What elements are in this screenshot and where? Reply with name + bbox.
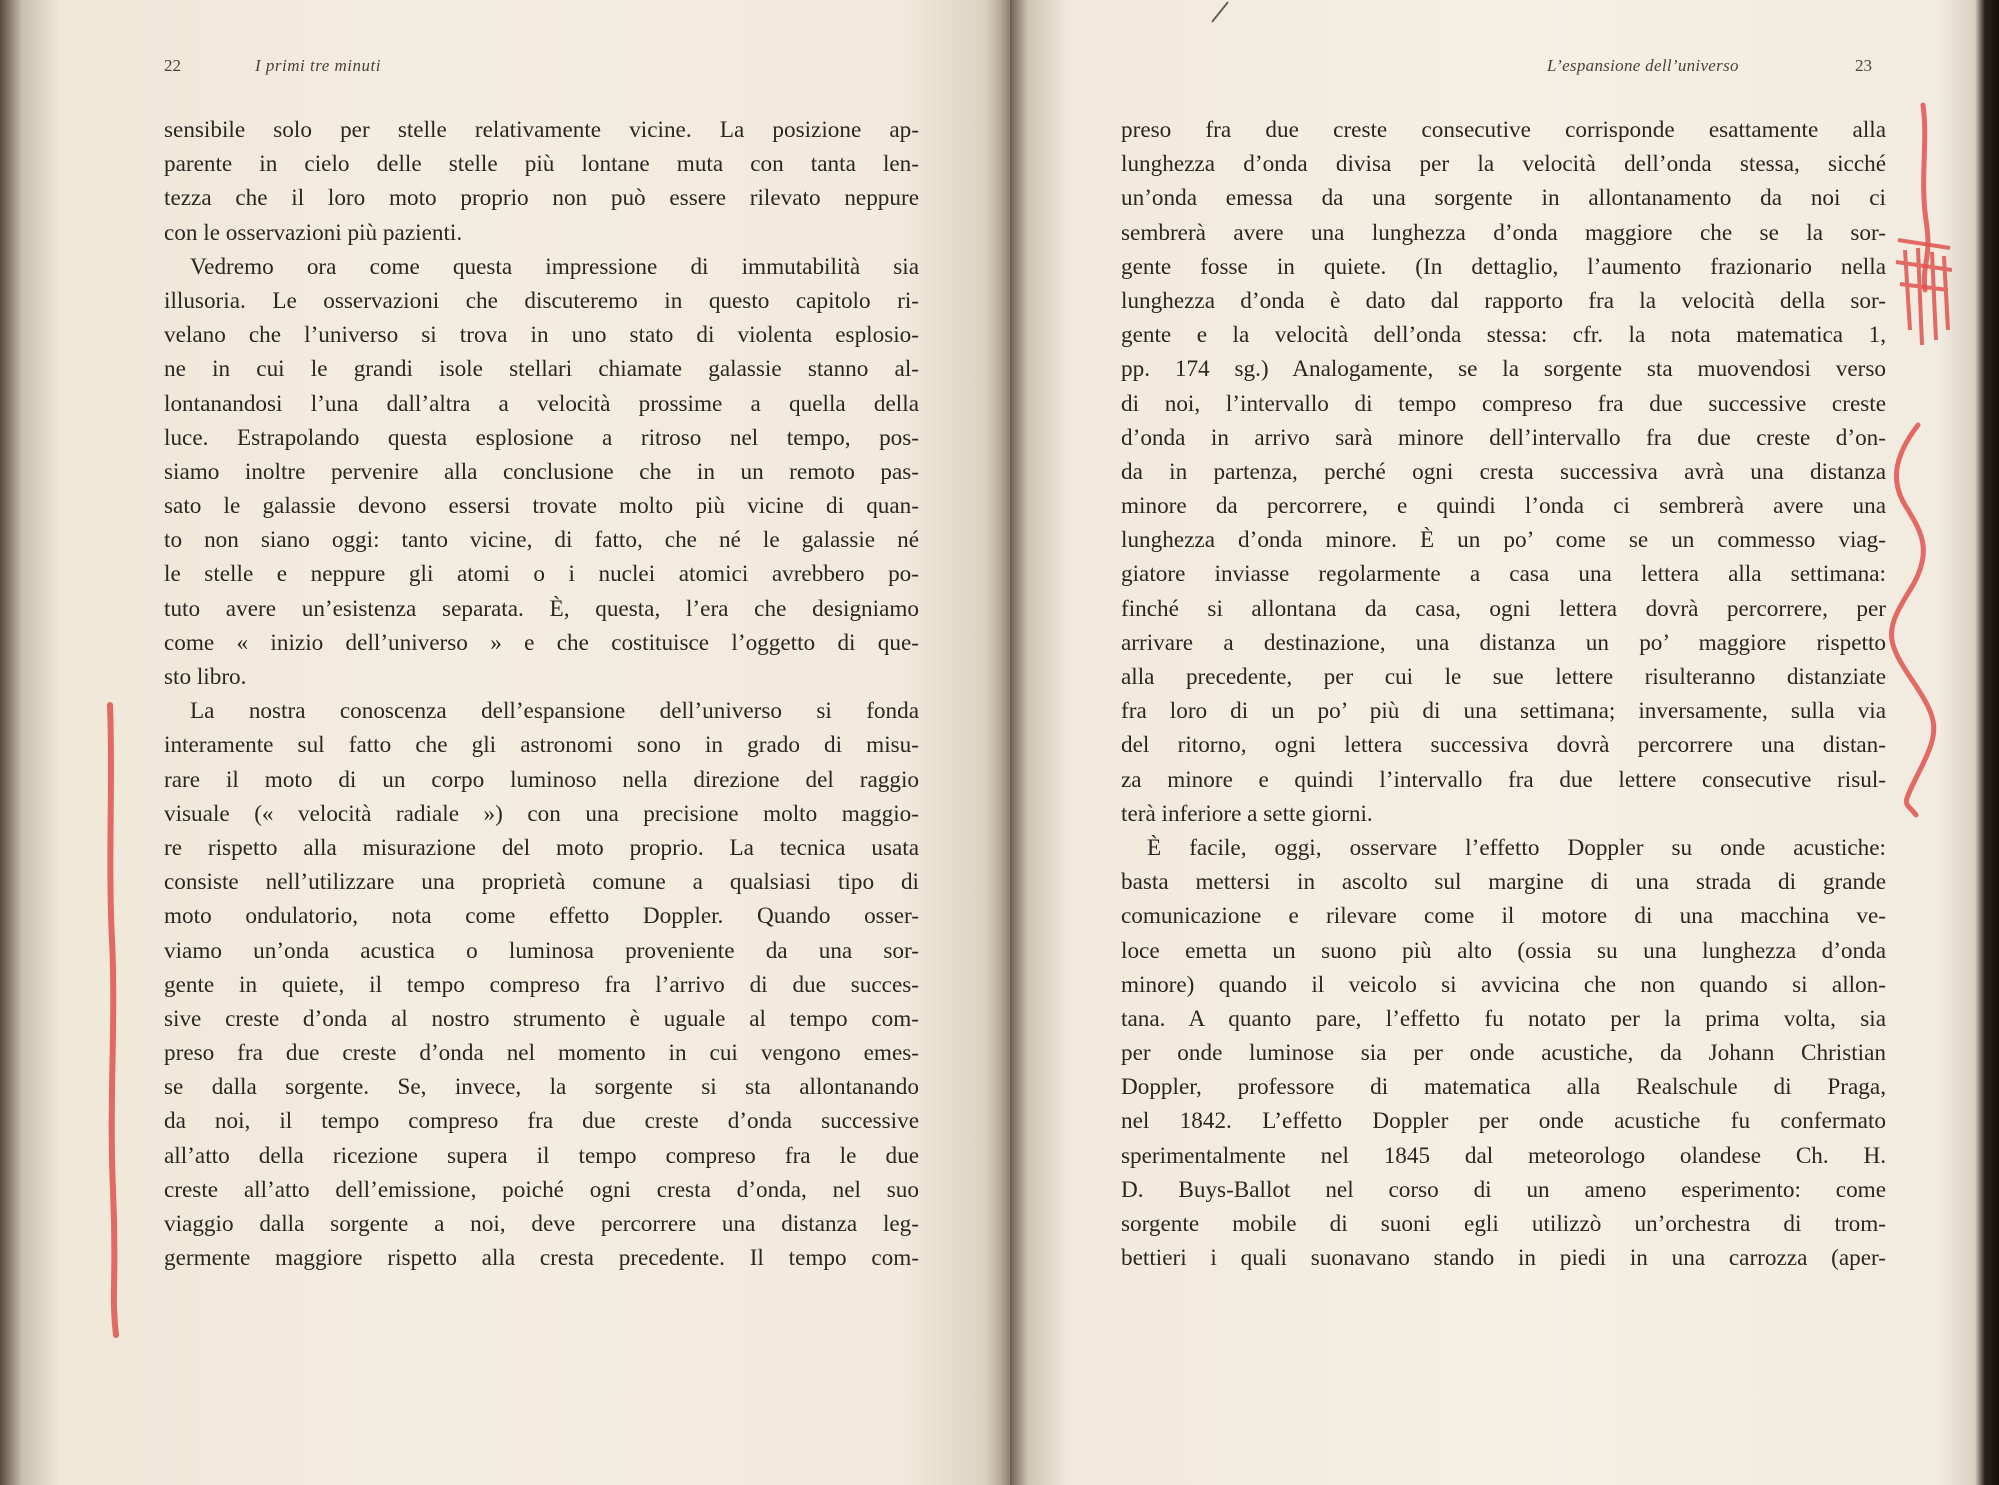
text-line: siamo inoltre pervenire alla conclusione che in un remoto pas-	[164, 458, 919, 485]
text-line: lunghezza d’onda è dato dal rapporto fra la velocità della sor-	[1121, 287, 1886, 314]
text-line: sive creste d’onda al nostro strumento è uguale al tempo com-	[164, 1005, 919, 1032]
text-line: sto libro.	[164, 664, 247, 690]
text-line: come « inizio dell’universo » e che costituisce l’oggetto di que-	[164, 629, 919, 656]
text-line: minore) quando il veicolo si avvicina che non quando si allon-	[1121, 971, 1886, 998]
text-line: consiste nell’utilizzare una proprietà comune a qualsiasi tipo di	[164, 869, 919, 896]
text-line: con le osservazioni più pazienti.	[164, 219, 463, 246]
page-number: 23	[1855, 56, 1872, 75]
text-line: sensibile solo per stelle relativamente vicine. La posizione ap-	[164, 117, 919, 143]
text-line: za minore e quindi l’intervallo fra due lettere consecutive risul-	[1121, 766, 1886, 793]
text-line: È facile, oggi, osservare l’effetto Doppler su onde acustiche:	[1147, 834, 1886, 861]
text-line: preso fra due creste d’onda nel momento in cui vengono emes-	[164, 1040, 919, 1067]
text-line: lunghezza d’onda minore. È un po’ come se un commesso viag-	[1121, 527, 1886, 554]
text-line: bettieri i quali suonavano stando in piedi in una carrozza (aper-	[1121, 1245, 1886, 1272]
text-line: minore da percorrere, e quindi l’onda ci sembrerà avere una	[1121, 493, 1886, 520]
text-line: finché si allontana da casa, ogni lettera dovrà percorrere, per	[1121, 595, 1886, 622]
text-line: re rispetto alla misurazione del moto proprio. La tecnica usata	[164, 834, 919, 861]
text-line: sorgente mobile di suoni egli utilizzò un’orchestra di trom-	[1121, 1211, 1886, 1237]
text-line: tezza che il loro moto proprio non può essere rilevato neppure	[164, 185, 919, 212]
text-line: da in partenza, perché ogni cresta successiva avrà una distanza	[1121, 458, 1886, 485]
text-line: ne in cui le grandi isole stellari chiamate galassie stanno al-	[164, 356, 919, 383]
text-line: Doppler, professore di matematica alla Realschule di Praga,	[1121, 1074, 1886, 1101]
text-line: to non siano oggi: tanto vicine, di fatto, che né le galassie né	[164, 527, 919, 554]
text-line: per onde luminose sia per onde acustiche, da Johann Christian	[1121, 1040, 1886, 1067]
text-line: da noi, il tempo compreso fra due creste d’onda successive	[164, 1108, 919, 1135]
body-text	[1121, 113, 1886, 1275]
text-line: pp. 174 sg.) Analogamente, se la sorgente sta muovendosi verso	[1121, 356, 1886, 383]
text-line: giatore inviasse regolarmente a casa una lettera alla settimana:	[1121, 561, 1886, 588]
text-line: preso fra due creste consecutive corrisponde esattamente alla	[1121, 117, 1886, 143]
text-line: viamo un’onda acustica o luminosa proveniente da una sor-	[164, 937, 919, 964]
text-line: moto ondulatorio, nota come effetto Doppler. Quando osser-	[164, 903, 919, 930]
text-line: germente maggiore rispetto alla cresta precedente. Il tempo com-	[164, 1245, 919, 1272]
text-line: gente in quiete, il tempo compreso fra l’arrivo di due succes-	[164, 971, 919, 998]
text-line: basta mettersi in ascolto sul margine di una strada di grande	[1121, 869, 1886, 896]
text-line: tana. A quanto pare, l’effetto fu notato per la prima volta, sia	[1121, 1005, 1886, 1032]
page-number: 22	[164, 56, 181, 75]
text-line: arrivare a destinazione, una distanza un po’ maggiore rispetto	[1121, 629, 1886, 656]
text-line: gente e la velocità dell’onda stessa: cfr. la nota matematica 1,	[1121, 322, 1886, 349]
text-line: loce emetta un suono più alto (ossia su una lunghezza d’onda	[1121, 937, 1886, 964]
text-line: se dalla sorgente. Se, invece, la sorgente si sta allontanando	[164, 1074, 919, 1101]
text-line: alla precedente, per cui le sue lettere risulteranno distanziate	[1121, 664, 1886, 690]
text-line: rare il moto di un corpo luminoso nella direzione del raggio	[164, 766, 919, 793]
text-line: velano che l’universo si trova in uno stato di violenta esplosio-	[164, 322, 919, 349]
running-title: I primi tre minuti	[255, 56, 381, 75]
text-line: luce. Estrapolando questa esplosione a ritroso nel tempo, pos-	[164, 424, 919, 451]
text-line: lunghezza d’onda divisa per la velocità dell’onda stessa, sicché	[1121, 151, 1886, 178]
text-line: sembrerà avere una lunghezza d’onda maggiore che se la sor-	[1121, 219, 1886, 246]
text-line: di noi, l’intervallo di tempo compreso fra due successive creste	[1121, 390, 1886, 417]
text-line: viaggio dalla sorgente a noi, deve percorrere una distanza leg-	[164, 1211, 919, 1237]
text-line: Vedremo ora come questa impressione di immutabilità sia	[190, 253, 919, 280]
text-line: illusoria. Le osservazioni che discuteremo in questo capitolo ri-	[164, 287, 919, 314]
text-line: sato le galassie devono essersi trovate molto più vicine di quan-	[164, 493, 919, 520]
text-line: gente fosse in quiete. (In dettaglio, l’aumento frazionario nella	[1121, 253, 1886, 280]
text-line: comunicazione e rilevare come il motore di una macchina ve-	[1121, 903, 1886, 930]
right-page	[1010, 0, 1999, 1485]
text-line: D. Buys-Ballot nel corso di un ameno esperimento: come	[1121, 1176, 1886, 1203]
text-line: La nostra conoscenza dell’espansione dell’universo si fonda	[190, 698, 919, 725]
text-line: lontanandosi l’una dall’altra a velocità prossime a quella della	[164, 390, 919, 417]
text-line: interamente sul fatto che gli astronomi sono in grado di misu-	[164, 732, 919, 759]
text-line: d’onda in arrivo sarà minore dell’intervallo fra due creste d’on-	[1121, 424, 1886, 451]
text-line: visuale (« velocità radiale ») con una precisione molto maggio-	[164, 800, 919, 827]
text-line: le stelle e neppure gli atomi o i nuclei atomici avrebbero po-	[164, 561, 919, 588]
text-line: terà inferiore a sette giorni.	[1121, 800, 1373, 827]
text-line: parente in cielo delle stelle più lontane muta con tanta len-	[164, 151, 919, 178]
text-line: un’onda emessa da una sorgente in allontanamento da noi ci	[1121, 185, 1886, 212]
text-line: nel 1842. L’effetto Doppler per onde acustiche fu confermato	[1121, 1108, 1886, 1135]
text-line: fra loro di un po’ più di una settimana; inversamente, sulla via	[1121, 698, 1886, 725]
text-line: tuto avere un’esistenza separata. È, questa, l’era che designiamo	[164, 595, 919, 622]
text-line: creste all’atto dell’emissione, poiché ogni cresta d’onda, nel suo	[164, 1176, 919, 1203]
body-text	[164, 113, 919, 1275]
text-line: all’atto della ricezione supera il tempo compreso fra le due	[164, 1142, 919, 1169]
running-title: L’espansione dell’universo	[1547, 56, 1739, 75]
text-line: del ritorno, ogni lettera successiva dovrà percorrere una distan-	[1121, 732, 1886, 759]
text-line: sperimentalmente nel 1845 dal meteorologo olandese Ch. H.	[1121, 1142, 1886, 1169]
